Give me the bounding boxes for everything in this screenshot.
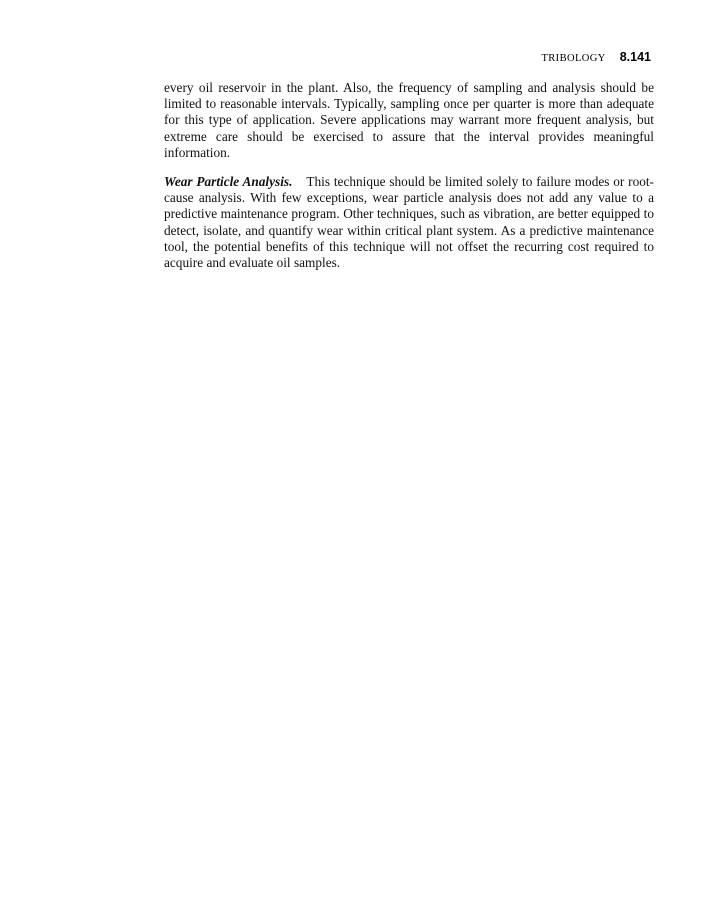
paragraph-oil-reservoir xyxy=(164,80,654,161)
paragraph-oil-reservoir-text: every oil reservoir in the plant. Also, the frequency of sampling and analysis should be limited to reasonable intervals. Typically, sampling once per quarter is more than adequate for this type of application. Severe applications may warrant more frequent analysis, but extreme care should be exercised to assure that the interval provides meaningful information. xyxy=(164,80,654,160)
page-number-label: 8.141 xyxy=(619,50,651,64)
running-header xyxy=(541,50,651,64)
chapter-name-label: TRIBOLOGY xyxy=(541,53,606,64)
run-in-heading-wear-particle-analysis: Wear Particle Analysis. xyxy=(164,174,293,190)
body-text-column xyxy=(164,80,654,271)
paragraph-wear-particle-analysis-text: This technique should be limited solely to failure modes or root-cause analysis. With few exceptions, wear particle analysis does not add any value to a predictive maintenance program. Other techniques, such as vibration, are better equipped to detect, isolate, and quantify wear within critical plant system. As a predictive maintenance tool, the potential benefits of this technique will not offset the recurring cost required to acquire and evaluate oil samples. xyxy=(164,174,654,271)
paragraph-wear-particle-analysis xyxy=(164,174,654,271)
